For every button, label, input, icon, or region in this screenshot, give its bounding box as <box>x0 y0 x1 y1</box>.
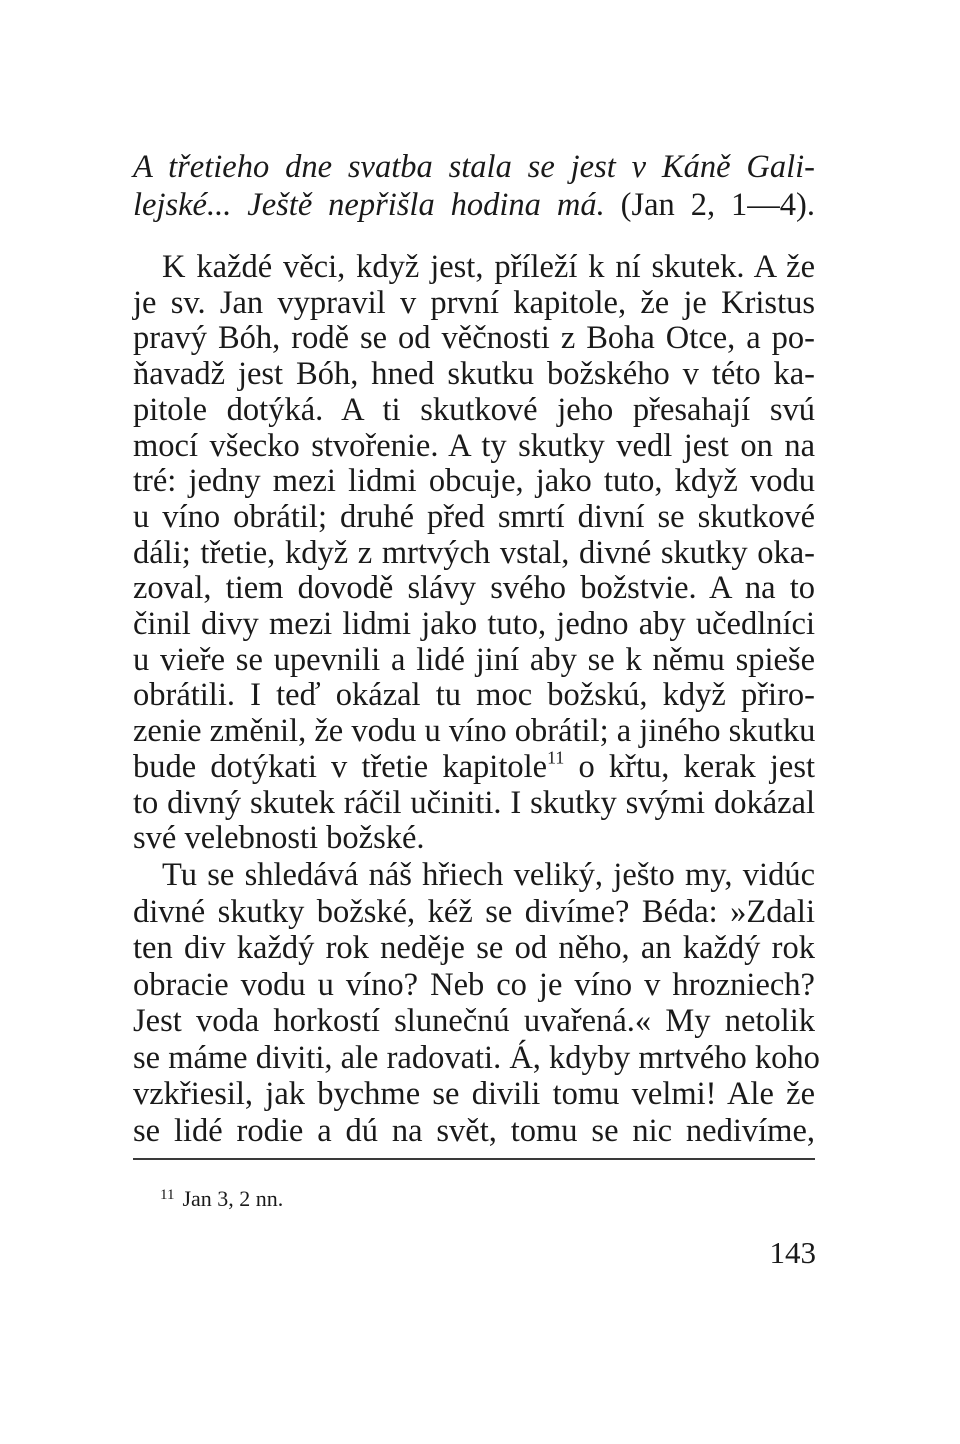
footnote-mark: 11 <box>160 1187 175 1203</box>
footnote <box>160 1180 283 1214</box>
footnote-text: Jan 3, 2 nn. <box>182 1186 284 1211</box>
body-line: zoval, tiem dovodě slávy svého božstvie. A na to <box>133 570 815 607</box>
body-line: obrátili. I teď okázal tu moc božskú, když přiro- <box>133 677 815 714</box>
body-line: mocí všecko stvořenie. A ty skutky vedl jest on na <box>133 427 815 464</box>
body-text: bude dotýkati v třetie kapitole <box>133 748 548 785</box>
body-line: Jest voda horkostí slunečnú uvařená.« My netolik <box>133 1003 815 1039</box>
footnote-separator <box>133 1158 815 1160</box>
body-line: dáli; třetie, když z mrtvých vstal, divné skutky oka- <box>133 534 815 571</box>
page-number: 143 <box>769 1235 816 1270</box>
body-line: se máme diviti, ale radovati. Á, kdyby mrtvého koho <box>133 1039 820 1076</box>
body-line: zenie změnil, že vodu u víno obrátil; a jiného skutku <box>133 713 816 750</box>
body-line: pravý Bóh, rodě se od věčnosti z Boha Otce, a po- <box>133 320 815 357</box>
epigraph-line-1: A třetieho dne svatba stala se jest v Káně Gali- <box>133 149 815 185</box>
body-line: u vieře se upevnili a lidé jiní aby se k němu spieše <box>133 641 815 678</box>
body-line: K každé věci, když jest, příleží k ní skutek. A že <box>162 249 815 285</box>
body-line: ňavadž jest Bóh, hned skutku božského v této ka- <box>133 356 815 393</box>
body-line: Tu se shledává náš hřiech veliký, ješto my, vidúc <box>162 857 815 893</box>
body-line: své velebnosti božské. <box>133 820 425 857</box>
body-line: tré: jedny mezi lidmi obcuje, jako tuto, když vodu <box>133 463 815 500</box>
body-line: se lidé rodie a dú na svět, tomu se nic nedivíme, <box>133 1112 815 1149</box>
epigraph-line-2 <box>133 186 815 224</box>
epigraph-reference: (Jan 2, 1—4). <box>620 187 815 223</box>
body-line: pitole dotýká. A ti skutkové jeho přesahají svú <box>133 391 815 428</box>
epigraph-quote: lejské... Ještě nepřišla hodina má. <box>133 187 605 223</box>
body-line: ten div každý rok neděje se od něho, an každý rok <box>133 930 815 966</box>
body-line: je sv. Jan vypravil v první kapitole, že je Kristus <box>133 284 815 321</box>
body-line: u víno obrátil; druhé před smrtí divní se skutkové <box>133 498 815 535</box>
body-line: činil divy mezi lidmi jako tuto, jedno aby učedlníci <box>133 606 815 642</box>
footnote-reference: 11 <box>547 747 565 768</box>
body-line: divné skutky božské, kéž se divíme? Béda: »Zdali <box>133 893 815 930</box>
body-line: to divný skutek ráčil učiniti. I skutky svými dokázal <box>133 784 815 821</box>
body-line: vzkřiesil, jak bychme se divili tomu velmi! Ale že <box>133 1076 815 1112</box>
body-line-with-footnote-ref <box>133 748 815 786</box>
body-text: o křtu, kerak jest <box>564 748 815 785</box>
body-line: obracie vodu u víno? Neb co je víno v hrozniech? <box>133 966 815 1003</box>
